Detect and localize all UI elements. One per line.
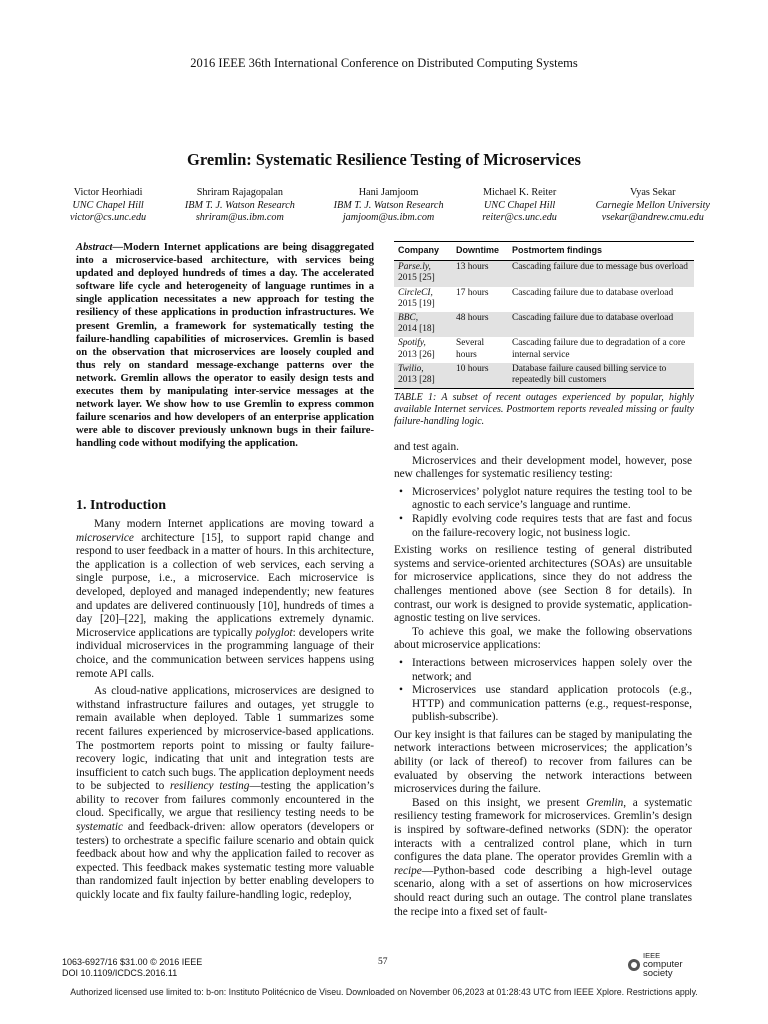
author-email: victor@cs.unc.edu bbox=[70, 212, 147, 223]
list-item bbox=[399, 512, 692, 540]
license-notice: Authorized licensed use limited to: b-on: Instituto Politécnico de Viseu. Downloaded on November 06,2023 at 01:28:43 UTC from IEEE Xplore. Restrictions apply. bbox=[70, 987, 698, 997]
company-year: 2015 [19] bbox=[398, 298, 435, 309]
logo-text-society: society bbox=[643, 968, 673, 979]
table-row bbox=[394, 337, 694, 362]
company-cell bbox=[394, 287, 452, 312]
page-number: 57 bbox=[378, 957, 388, 967]
bullet-icon: • bbox=[399, 485, 403, 498]
paragraph bbox=[76, 518, 374, 681]
column-header: Company bbox=[394, 242, 452, 261]
footer-price: 1063-6927/16 $31.00 © 2016 IEEE bbox=[62, 957, 203, 967]
author-name: Shriram Rajagopalan bbox=[196, 187, 283, 198]
author-email: reiter@cs.unc.edu bbox=[482, 212, 557, 223]
paragraph: Microservices and their development model, however, pose new challenges for systematic resiliency testing: bbox=[394, 454, 692, 481]
downtime-cell: 48 hours bbox=[452, 312, 508, 337]
list-item bbox=[399, 656, 692, 684]
logo-text-ieee: IEEE bbox=[643, 951, 661, 960]
company-cell bbox=[394, 337, 452, 362]
text-run: As cloud-native applications, microservices are designed to withstand infrastructure failures and outages, yet struggle to remain available when deployed. Table 1 summarizes some recent failures experienced by microservice-based applications. The postmortem reports point to missing or faulty failure-recovery logic, indicating that unit and integration tests are insufficient to catch such bugs. The application deployment needs to be subjected to bbox=[76, 685, 374, 793]
company-name: Twilio, bbox=[398, 363, 424, 374]
author-list bbox=[70, 187, 710, 225]
section-heading-introduction: 1. Introduction bbox=[76, 498, 166, 513]
company-name: CircleCI, bbox=[398, 287, 433, 298]
conference-header: 2016 IEEE 36th International Conference on Distributed Computing Systems bbox=[190, 56, 578, 70]
company-year: 2015 [25] bbox=[398, 273, 435, 284]
author-block bbox=[482, 187, 557, 225]
abstract-lead: Abstract bbox=[76, 242, 113, 253]
table-header-row bbox=[394, 242, 694, 261]
paragraph: Our key insight is that failures can be staged by manipulating the network interactions between microservices; the application’s ability (or lack of thereof) to recover from failures can be evaluated by observing the network interactions between microservices during the failure. bbox=[394, 728, 692, 796]
introduction-text bbox=[76, 518, 374, 903]
footer-citation bbox=[62, 957, 202, 979]
right-column-text bbox=[394, 441, 692, 919]
company-cell bbox=[394, 312, 452, 337]
text-run: and feedback-driven: allow operators (developers or testers) to orchestrate a specific failure scenario and obtain quick feedback about how and why the application failed to recover as expected. This feedback makes systematic testing more valuable than randomized fault injection by better enabling developers to quickly locate and fix faulty failure-handling logic, redeploy, bbox=[76, 821, 374, 902]
table-caption: TABLE 1: A subset of recent outages experienced by popular, highly available Internet services. Postmortem reports revealed missing or faulty failure-handling logic. bbox=[394, 392, 694, 428]
text-run: —Python-based code describing a high-level outage scenario, along with a set of assertions on how microservices should react during such an outage. The control plane translates the recipe into a fixed set of fault- bbox=[394, 864, 692, 918]
company-name: BBC, bbox=[398, 313, 419, 324]
finding-cell: Cascading failure due to message bus overload bbox=[508, 261, 694, 287]
table-row bbox=[394, 261, 694, 287]
paragraph bbox=[394, 797, 692, 919]
text-run: Many modern Internet applications are moving toward a bbox=[94, 518, 374, 530]
paragraph: Existing works on resilience testing of general distributed systems and service-oriented architectures (SOAs) are unsuitable for microservice applications, since they do not address the challenges mentioned above (see Section 8 for details). In contrast, our work is designed to provide systematic, application-agnostic testing on live services. bbox=[394, 544, 692, 625]
author-affiliation: IBM T. J. Watson Research bbox=[333, 199, 444, 211]
company-name: Spotify, bbox=[398, 338, 426, 349]
list-item bbox=[399, 485, 692, 513]
text-run: —testing the application’s ability to recover from failures commonly encountered in the cloud. Specifically, we argue that resiliency testing needs to be bbox=[76, 780, 374, 820]
outages-table bbox=[394, 241, 694, 389]
table-row bbox=[394, 363, 694, 389]
author-name: Victor Heorhiadi bbox=[73, 187, 143, 198]
author-block bbox=[185, 187, 295, 225]
list-item-text: Interactions between microservices happen solely over the network; and bbox=[412, 656, 692, 683]
author-affiliation: Carnegie Mellon University bbox=[595, 199, 710, 211]
finding-cell: Cascading failure due to database overload bbox=[508, 312, 694, 337]
paper-title: Gremlin: Systematic Resilience Testing of Microservices bbox=[187, 150, 581, 169]
author-name: Vyas Sekar bbox=[630, 187, 676, 198]
company-cell bbox=[394, 363, 452, 389]
emphasis: systematic bbox=[76, 821, 124, 834]
downtime-cell: 10 hours bbox=[452, 363, 508, 389]
bullet-icon: • bbox=[399, 656, 403, 669]
list-item bbox=[399, 684, 692, 725]
author-block bbox=[334, 187, 444, 225]
bullet-list bbox=[394, 657, 692, 725]
emphasis: polyglot bbox=[255, 626, 293, 639]
finding-cell: Cascading failure due to database overload bbox=[512, 287, 674, 298]
paragraph bbox=[76, 685, 374, 903]
company-cell bbox=[394, 261, 452, 287]
text-run: , a systematic resiliency testing framework for microservices. Gremlin’s design is inspired by software-defined networks (SDN): the operator interacts with a centralized control plane, which in turn configures the data plane. The operator provides Gremlin with a bbox=[394, 796, 692, 864]
list-item-text: Microservices’ polyglot nature requires the testing tool to be agnostic to each service’s language and runtime. bbox=[412, 485, 692, 512]
finding-cell: Cascading failure due to degradation of a core internal service bbox=[512, 338, 686, 360]
author-email: jamjoom@us.ibm.com bbox=[342, 212, 435, 223]
list-item-text: Microservices use standard application protocols (e.g., HTTP) and communication patterns (e.g., request-response, publish-subscribe). bbox=[412, 684, 692, 724]
author-email: vsekar@andrew.cmu.edu bbox=[601, 212, 704, 223]
author-name: Hani Jamjoom bbox=[358, 187, 419, 198]
downtime-cell: 17 hours bbox=[456, 287, 489, 298]
ieee-computer-society-logo bbox=[628, 952, 683, 978]
author-affiliation: IBM T. J. Watson Research bbox=[184, 199, 295, 211]
company-year: 2013 [26] bbox=[398, 349, 435, 360]
author-email: shriram@us.ibm.com bbox=[195, 212, 284, 223]
column-header: Postmortem findings bbox=[508, 242, 694, 261]
downtime-cell: Several hours bbox=[456, 338, 485, 360]
text-run: architecture [15], to support rapid change and respond to user feedback in a matter of hours. In this architecture, the application is a collection of web services, each serving a single purpose, i.e., a microservice. Each microservice is developed, deployed and managed independently; new features and updates are delivered continuously [10], hundreds of times a day [20]–[22], making the applications extremely dynamic. Microservice applications are typically bbox=[76, 531, 374, 639]
emphasis: microservice bbox=[76, 531, 134, 544]
bullet-icon: • bbox=[399, 512, 403, 525]
column-header: Downtime bbox=[452, 242, 508, 261]
bullet-list bbox=[394, 486, 692, 540]
company-name: Parse.ly, bbox=[398, 262, 431, 273]
computer-society-icon bbox=[628, 959, 640, 971]
author-block bbox=[596, 187, 710, 225]
company-year: 2013 [28] bbox=[398, 375, 435, 386]
paragraph: To achieve this goal, we make the following observations about microservice applications: bbox=[394, 625, 692, 652]
text-run: : developers write individual microservices in the programming language of their choice, and the communication between services happens using remote API calls. bbox=[76, 626, 374, 680]
downtime-cell: 13 hours bbox=[452, 261, 508, 287]
abstract-text: —Modern Internet applications are being disaggregated into a microservice-based architecture, with services being updated and deployed hundreds of times a day. The accelerated software life cycle and heterogeneity of language runtimes in a single application necessitates a new approach for testing the resiliency of these applications in production infrastructures. We present Gremlin, a framework for systematically testing the failure-handling capabilities of microservices. Gremlin is based on the observation that microservices are loosely coupled and thus rely on standard message-exchange patterns over the network. Gremlin allows the operator to easily design tests and executes them by manipulating inter-service messages at the network layer. We show how to use Gremlin to express common failure scenarios and how developers of an enterprise application were able to discover previously unknown bugs in their failure-handling code without modifying the application. bbox=[76, 242, 374, 450]
text-run: Based on this insight, we present bbox=[412, 796, 587, 809]
footer-doi: DOI 10.1109/ICDCS.2016.11 bbox=[62, 968, 178, 978]
emphasis: recipe bbox=[394, 864, 422, 877]
author-name: Michael K. Reiter bbox=[482, 187, 557, 198]
emphasis: Gremlin bbox=[586, 796, 624, 809]
logo-text-computer: computer bbox=[643, 959, 683, 970]
bullet-icon: • bbox=[399, 684, 403, 697]
company-year: 2014 [18] bbox=[398, 324, 435, 335]
finding-cell: Database failure caused billing service to repeatedly bill customers bbox=[508, 363, 694, 389]
list-item-text: Rapidly evolving code requires tests that are fast and focus on the failure-recovery logic, not business logic. bbox=[412, 512, 692, 539]
emphasis: resiliency testing bbox=[170, 780, 250, 793]
logo-text bbox=[643, 952, 683, 978]
table-row bbox=[394, 287, 694, 312]
table-row bbox=[394, 312, 694, 337]
author-block bbox=[70, 187, 146, 225]
paragraph: and test again. bbox=[394, 441, 459, 453]
abstract bbox=[76, 241, 374, 451]
author-affiliation: UNC Chapel Hill bbox=[72, 199, 144, 211]
author-affiliation: UNC Chapel Hill bbox=[483, 199, 556, 211]
